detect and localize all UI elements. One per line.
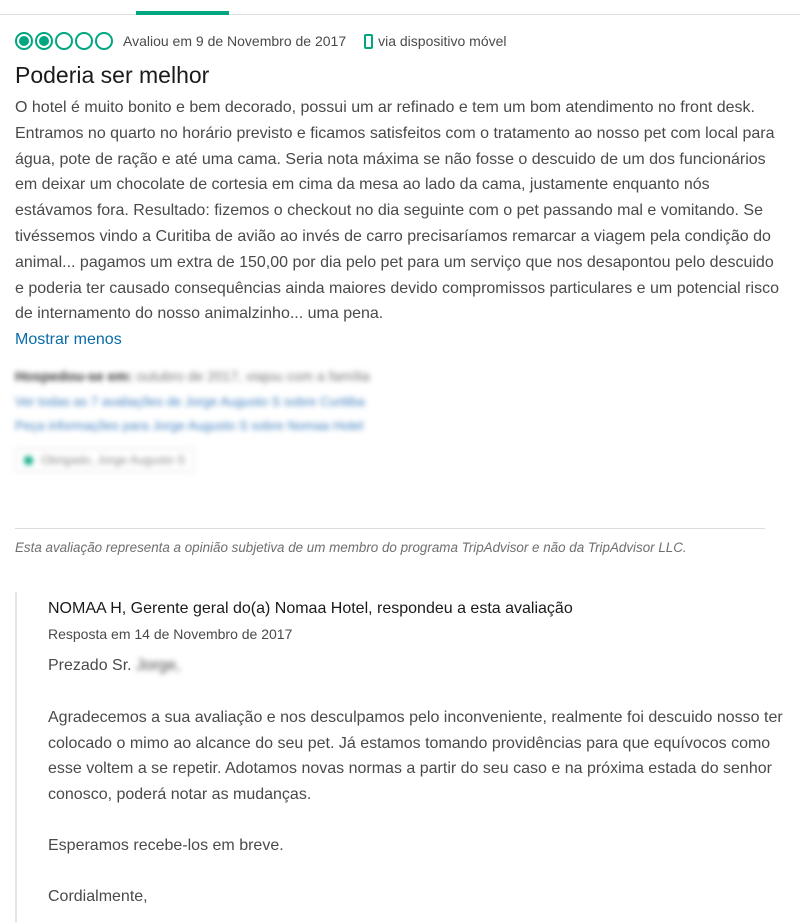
review-title[interactable]: Poderia ser melhor	[15, 62, 210, 88]
active-tab-indicator	[136, 11, 229, 15]
stay-info	[15, 368, 785, 390]
mobile-phone-icon	[364, 34, 373, 49]
device-label: via dispositivo móvel	[378, 33, 507, 49]
section-divider	[15, 528, 765, 529]
review-disclaimer: Esta avaliação representa a opinião subjetiva de um membro do programa TripAdvisor e não da TripAdvisor LLC.	[15, 540, 687, 555]
all-reviews-link[interactable]: Ver todas as 7 avaliações de Jorge Augusto S sobre Curitiba	[15, 394, 365, 410]
rating-bubble-icon	[15, 32, 33, 50]
greeting-name: Jorge,	[136, 657, 181, 674]
bubble-rating	[15, 32, 113, 50]
management-response	[15, 592, 785, 922]
thanks-label: Obrigado, Jorge Augusto S	[41, 453, 186, 468]
review-body: O hotel é muito bonito e bem decorado, possui um ar refinado e tem um bom atendimento no front desk. Entramos no quarto no horário previsto e ficamos satisfeitos com o tratamento ao nosso pet com local para água, pote de ração e até uma cama. Seria nota máxima se não fosse o descuido de um dos funcionários em deixar um chocolate de cortesia em cima da mesa ao lado da cama, justamente enquanto nós estávamos fora. Resultado: fizemos o checkout no dia seguinte com o pet passando mal e vomitando. Se tivéssemos vindo a Curitiba de avião ao invés de carro precisaríamos remarcar a viagem pela condição do animal... pagamos um extra de 150,00 por dia pelo pet para um serviço que nos desapontou pelo descuido e poderia ter causado consequências ainda maiores devido compromissos particulares e um potencial risco de internamento do nosso animalzinho... uma pena.	[15, 99, 779, 323]
rating-bubble-icon	[75, 32, 93, 50]
response-paragraph: Agradecemos a sua avaliação e nos desculpamos pelo inconveniente, realmente foi descuido nosso ter colocado o mimo ao alcance do seu pet. Já estamos tomando providências para que equívocos como esse voltem a se repetir. Adotamos novas normas a partir do seu caso e na próxima estada do senhor conosco, poderá notar as mudanças.	[48, 708, 783, 804]
tab-bar-divider	[0, 14, 800, 15]
review-meta	[15, 28, 785, 54]
stayed-label: Hospedou-se em:	[15, 368, 133, 385]
ask-reviewer-link[interactable]: Peça informações para Jorge Augusto S sobre Nomaa Hotel	[15, 418, 364, 434]
thanks-button[interactable]	[15, 448, 194, 472]
stayed-value: outubro de 2017, viajou com a família	[136, 368, 370, 385]
show-less-link[interactable]: Mostrar menos	[15, 331, 122, 349]
response-paragraph: Esperamos recebe-los em breve.	[48, 836, 284, 854]
rating-bubble-icon	[95, 32, 113, 50]
greeting-prefix: Prezado Sr.	[48, 657, 132, 674]
rating-bubble-icon	[35, 32, 53, 50]
response-header: NOMAA H, Gerente geral do(a) Nomaa Hotel, respondeu a esta avaliação	[48, 600, 573, 617]
review-card	[15, 28, 785, 472]
rating-bubble-icon	[55, 32, 73, 50]
response-greeting	[48, 653, 785, 679]
thumbs-up-icon	[24, 456, 33, 465]
response-closing: Cordialmente,	[48, 887, 148, 905]
review-date: Avaliou em 9 de Novembro de 2017	[123, 33, 347, 49]
response-date: Resposta em 14 de Novembro de 2017	[48, 626, 293, 642]
